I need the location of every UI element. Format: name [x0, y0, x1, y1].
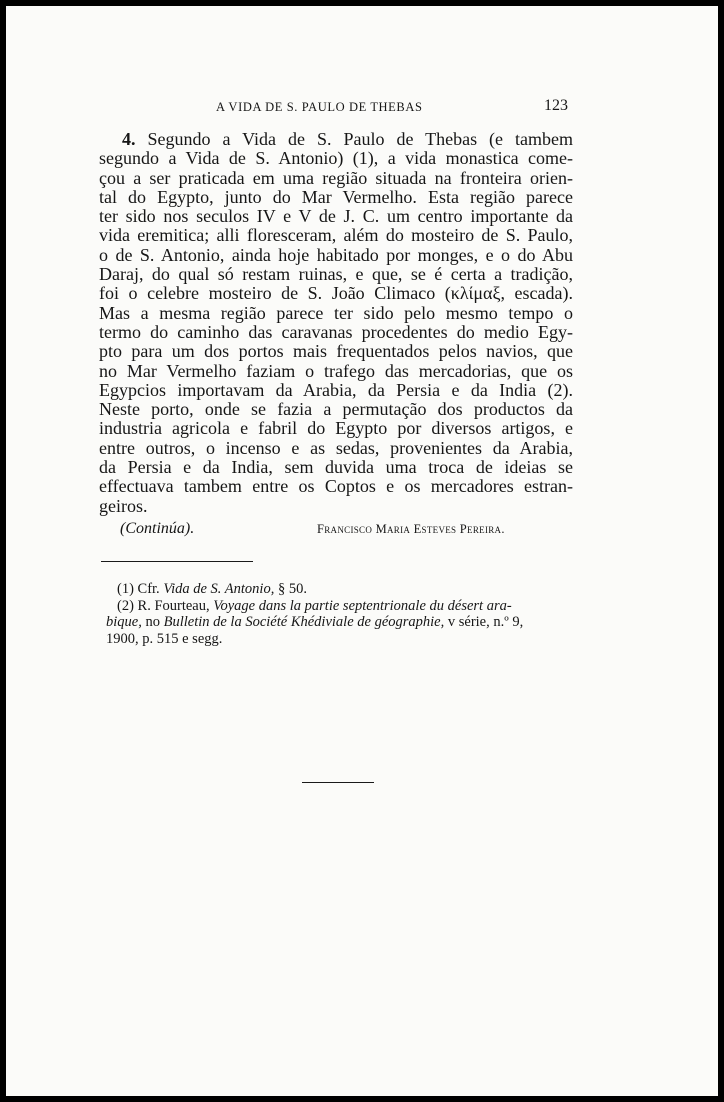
continued-note: (Continúa).: [120, 520, 195, 537]
text-line: no Mar Vermelho faziam o trafego das mercadorias, que os: [99, 360, 573, 381]
text-line: 4. Segundo a Vida de S. Paulo de Thebas (e tambem: [122, 129, 573, 149]
footnote-2: (2) R. Fourteau, Voyage dans la partie septentrionale du désert ara-: [117, 597, 512, 614]
end-divider: [302, 782, 374, 783]
footnote-divider: [101, 561, 253, 562]
paragraph-number: 4.: [122, 129, 136, 149]
footnotes: [106, 581, 568, 647]
text-line: effectuava tambem entre os Coptos e os mercadores estran-: [99, 476, 573, 497]
text-line: çou a ser praticada em uma região situada na fronteira orien-: [99, 167, 573, 188]
body-paragraph: [99, 130, 573, 516]
text-line: o de S. Antonio, ainda hoje habitado por monges, e o do Abu: [99, 244, 573, 265]
text-line: vida eremitica; alli floresceram, além do mosteiro de S. Paulo,: [99, 225, 573, 246]
author-signature: Francisco Maria Esteves Pereira.: [317, 522, 505, 536]
footnote-1: (1) Cfr. Vida de S. Antonio, § 50.: [117, 581, 307, 597]
text-line: Neste porto, onde se fazia a permutação dos productos da: [99, 399, 573, 420]
text-line: foi o celebre mosteiro de S. João Climaco (κλίμαξ, escada).: [99, 283, 573, 304]
text-line: entre outros, o incenso e as sedas, provenientes da Arabia,: [99, 437, 573, 458]
text-line: Mas a mesma região parece ter sido pelo mesmo tempo o: [99, 302, 573, 323]
text-line: tal do Egypto, junto do Mar Vermelho. Esta região parece: [99, 186, 573, 207]
footnote-2-continuation: 1900, p. 515 e segg.: [106, 630, 223, 647]
running-title: A VIDA DE S. PAULO DE THEBAS: [216, 100, 423, 114]
page-number: 123: [544, 97, 568, 114]
text-line: da Persia e da India, sem duvida uma troca de ideias se: [99, 457, 573, 478]
text-line: Daraj, do qual só restam ruinas, e que, se é certa a tradição,: [99, 264, 573, 285]
text-line: ter sido nos seculos IV e V de J. C. um centro importante da: [99, 206, 573, 227]
text-line: industria agricola e fabril do Egypto por diversos artigos, e: [99, 418, 573, 439]
text-line: termo do caminho das caravanas procedentes do medio Egy-: [99, 321, 573, 342]
text-line: Egypcios importavam da Arabia, da Persia e da India (2).: [99, 379, 573, 400]
text-line: segundo a Vida de S. Antonio) (1), a vida monastica come-: [99, 148, 573, 169]
text-line: pto para um dos portos mais frequentados pelos navios, que: [99, 341, 573, 362]
text-line: geiros.: [99, 495, 148, 516]
footnote-2-continuation: bique, no Bulletin de la Société Khédiviale de géographie, v série, n.º 9,: [106, 614, 524, 630]
book-page: [6, 6, 718, 1096]
